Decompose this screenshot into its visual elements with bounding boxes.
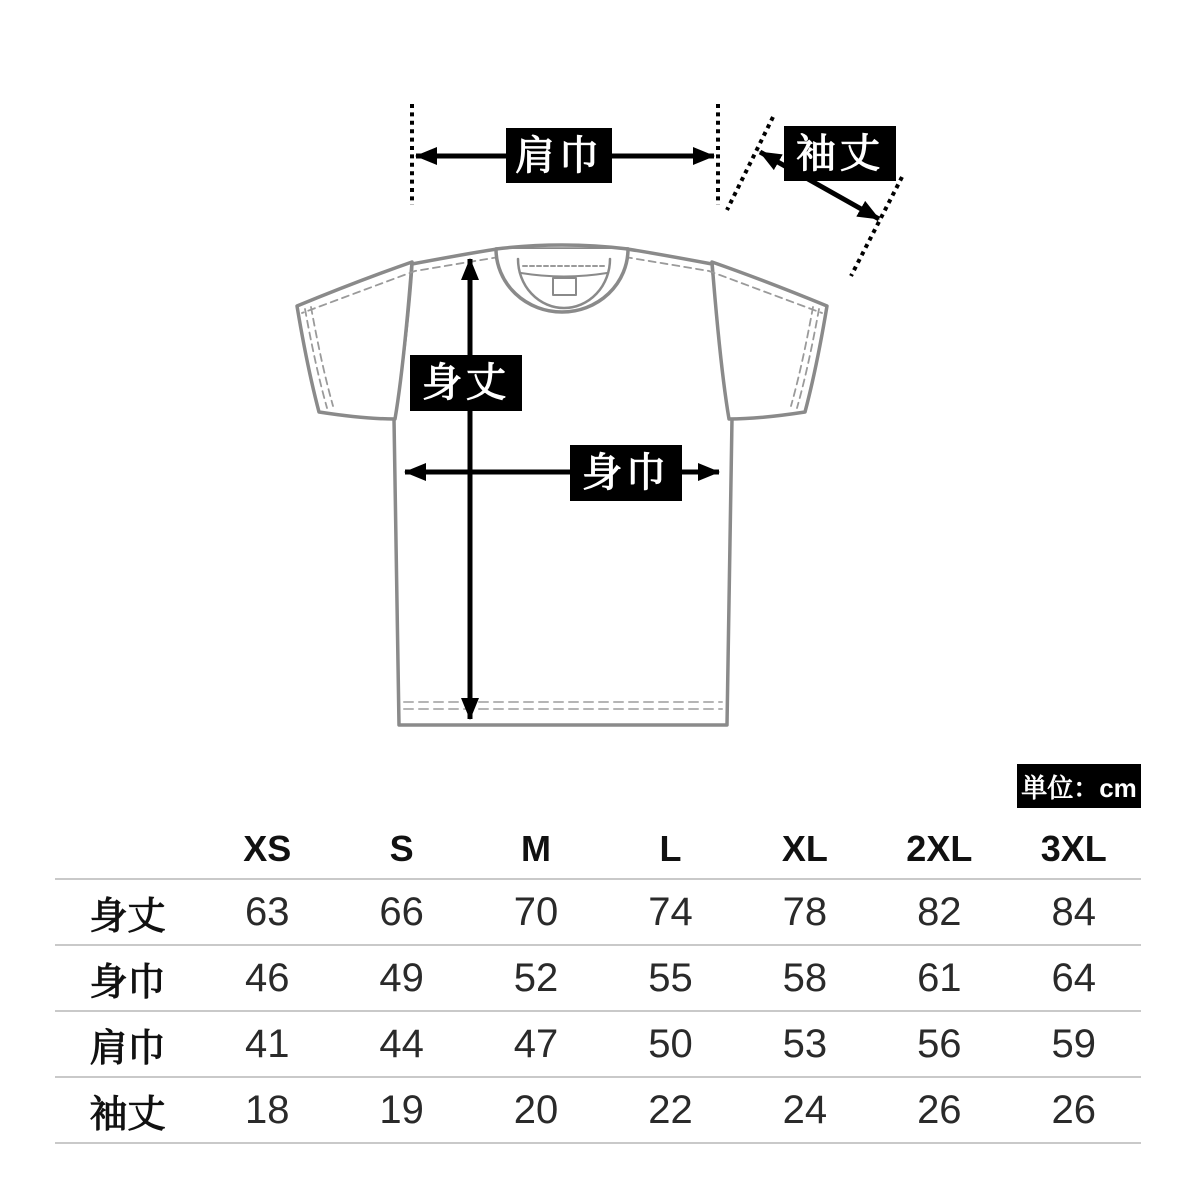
label-sleeve-length-text: 袖丈 [796,131,884,176]
label-body-width-text: 身巾 [582,451,670,495]
table-row-body-length [55,880,1141,946]
label-body-length [410,355,522,411]
tshirt-right-sleeve [712,262,827,419]
cell-value: 49 [379,955,424,1000]
cell-value: 47 [513,1021,559,1066]
cell-value: 46 [244,955,290,1000]
col-header-m: M [521,828,552,869]
col-header-l: L [659,828,682,869]
label-shoulder-width [506,128,612,183]
cell-value: 74 [648,889,693,934]
cell-value: 53 [782,1021,828,1066]
cell-value: 22 [648,1087,693,1132]
cell-value: 18 [244,1087,290,1132]
cell-value: 56 [917,1021,962,1066]
col-header-2xl: 2XL [906,828,973,869]
size-table [55,820,1141,1144]
cell-value: 52 [513,955,559,1000]
col-header-xl: XL [781,828,828,869]
sleeve-extent-line-inner [727,117,773,210]
sleeve-extent-line-outer [851,177,902,276]
cell-value: 44 [379,1021,424,1066]
row-label: 袖丈 [89,1093,166,1136]
cell-value: 59 [1051,1021,1096,1066]
cell-value: 24 [782,1087,828,1132]
tshirt-left-sleeve [297,262,412,419]
col-header-3xl: 3XL [1040,828,1107,869]
size-table-header-row [55,820,1141,880]
cell-value: 19 [379,1087,424,1132]
cell-value: 55 [648,955,693,1000]
cell-value: 64 [1051,955,1096,1000]
unit-badge [1017,764,1141,808]
cell-value: 26 [917,1087,962,1132]
row-label: 肩巾 [89,1027,166,1070]
cell-value: 78 [782,889,828,934]
cell-value: 58 [782,955,828,1000]
label-body-width [570,445,682,501]
label-sleeve-length [784,126,896,181]
table-row-body-width [55,946,1141,1012]
cell-value: 63 [244,889,290,934]
cell-value: 70 [513,889,559,934]
neck-label-tag [553,278,576,295]
row-label: 身丈 [89,895,166,938]
cell-value: 20 [513,1087,559,1132]
unit-badge-text: 単位：cm [1021,772,1137,803]
label-shoulder-width-text: 肩巾 [515,133,603,178]
cell-value: 66 [379,889,424,934]
tshirt-drawing [297,245,827,725]
label-body-length-text: 身丈 [422,361,510,405]
table-row-sleeve-length [55,1078,1141,1144]
col-header-s: S [389,828,414,869]
cell-value: 26 [1051,1087,1096,1132]
cell-value: 41 [244,1021,290,1066]
cell-value: 61 [917,955,962,1000]
cell-value: 82 [917,889,962,934]
row-label: 身巾 [89,961,166,1004]
col-header-xs: XS [243,828,292,869]
cell-value: 50 [648,1021,693,1066]
cell-value: 84 [1051,889,1096,934]
table-row-shoulder-width [55,1012,1141,1078]
